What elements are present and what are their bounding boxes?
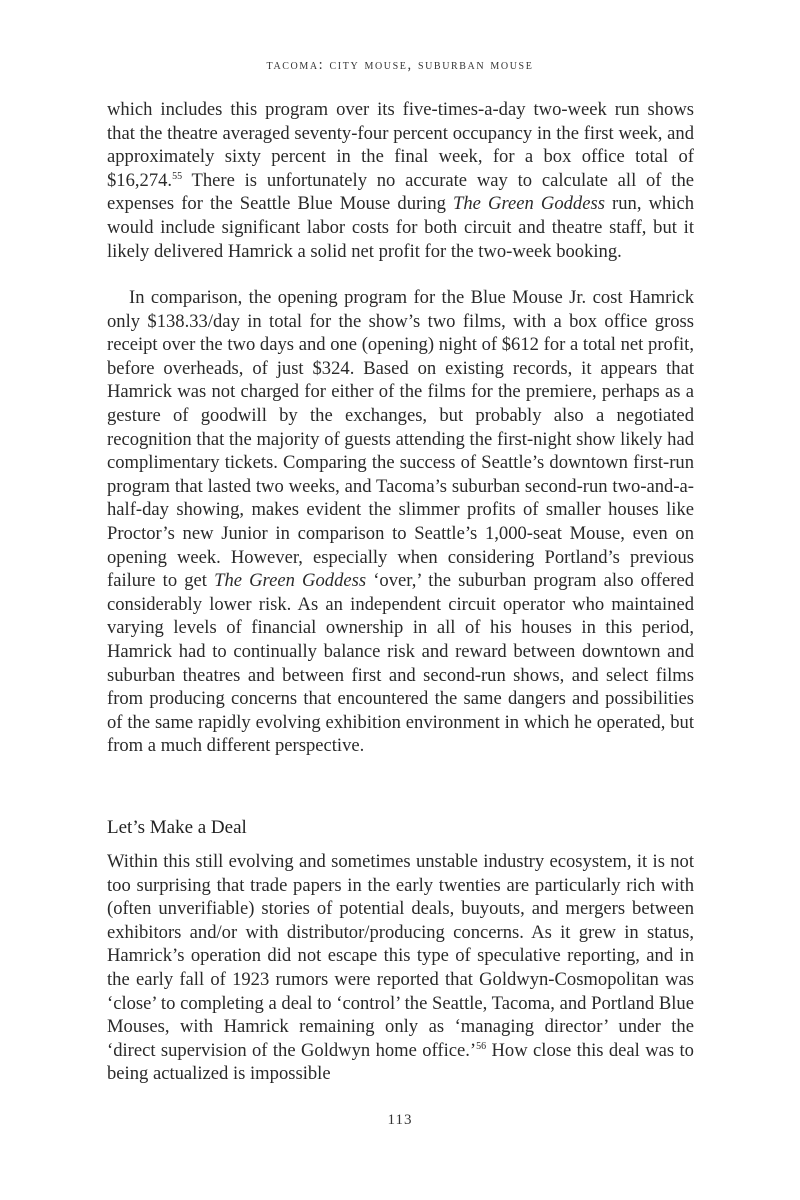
footnote-reference: 56	[476, 1040, 487, 1052]
paragraph	[107, 98, 694, 263]
page-number: 113	[387, 1112, 413, 1128]
paragraph-text: Within this still evolving and sometimes unstable industry ecosystem, it is not too surprising that trade papers in the early twenties are particularly rich with (often unverifiable) stories of potential deals, buyouts, and mergers between exhibitors and/or with distributor/producing concerns. As it grew in status, Hamrick’s operation did not escape this type of speculative reporting, and in the early fall of 1923 rumors were reported that Goldwyn-Cosmopolitan was ‘close’ to completing a deal to ‘control’ the Seattle, Tacoma, and Portland Blue Mouses, with Hamrick remaining only as ‘managing director’ under the ‘direct supervision of the Goldwyn home office.’	[107, 851, 694, 1061]
paragraph-text: ‘over,’ the suburban program also offered considerably lower risk. As an independent circuit operator who maintained varying levels of financial ownership in all of his houses in this period, Hamrick had to continually balance risk and reward between downtown and suburban theatres and between first and second-run shows, and select films from producing concerns that encountered the same dangers and possibilities of the same rapidly evolving exhibition environment in which he operated, but from a much different perspective.	[107, 570, 694, 757]
paragraph	[107, 286, 694, 758]
section-heading: Let’s Make a Deal	[107, 817, 247, 838]
body-text-block	[107, 286, 694, 758]
running-head: tacoma: city mouse, suburban mouse	[266, 57, 534, 73]
paragraph-text: There is unfortunately no accurate way to calculate all of the expenses for the Seattle Blue Mouse during	[107, 169, 694, 215]
body-text-block	[107, 850, 694, 1086]
paragraph-text: run, which would include significant labor costs for both circuit and theatre staff, but it likely delivered Hamrick a solid net profit for the two-week booking.	[107, 193, 695, 262]
film-title: The Green Goddess	[214, 570, 367, 592]
footnote-reference: 55	[172, 170, 183, 182]
paragraph-text: which includes this program over its five-times-a-day two-week run shows that the theatre averaged seventy-four percent occupancy in the first week, and approximately sixty percent in the final week, for a box office total of $16,274.	[107, 99, 694, 191]
body-text-block	[107, 98, 694, 263]
paragraph	[107, 850, 694, 1086]
film-title: The Green Goddess	[453, 193, 605, 215]
paragraph-text: How close this deal was to being actualized is impossible	[107, 1039, 694, 1085]
paragraph-text: In comparison, the opening program for the Blue Mouse Jr. cost Hamrick only $138.33/day in total for the show’s two films, with a box office gross receipt over the two days and one (opening) night of $612 for a total net profit, before overheads, of just $324. Based on existing records, it appears that Hamrick was not charged for either of the films for the premiere, perhaps as a gesture of goodwill by the exchanges, but probably also a negotiated recognition that the majority of guests attending the first-night show likely had complimentary tickets. Comparing the success of Seattle’s downtown first-run program that lasted two weeks, and Tacoma’s suburban second-run two-and-a-half-day showing, makes evident the slimmer profits of smaller houses like Proctor’s new Junior in comparison to Seattle’s 1,000-seat Mouse, even on opening week. However, especially when considering Portland’s previous failure to get	[107, 287, 694, 592]
